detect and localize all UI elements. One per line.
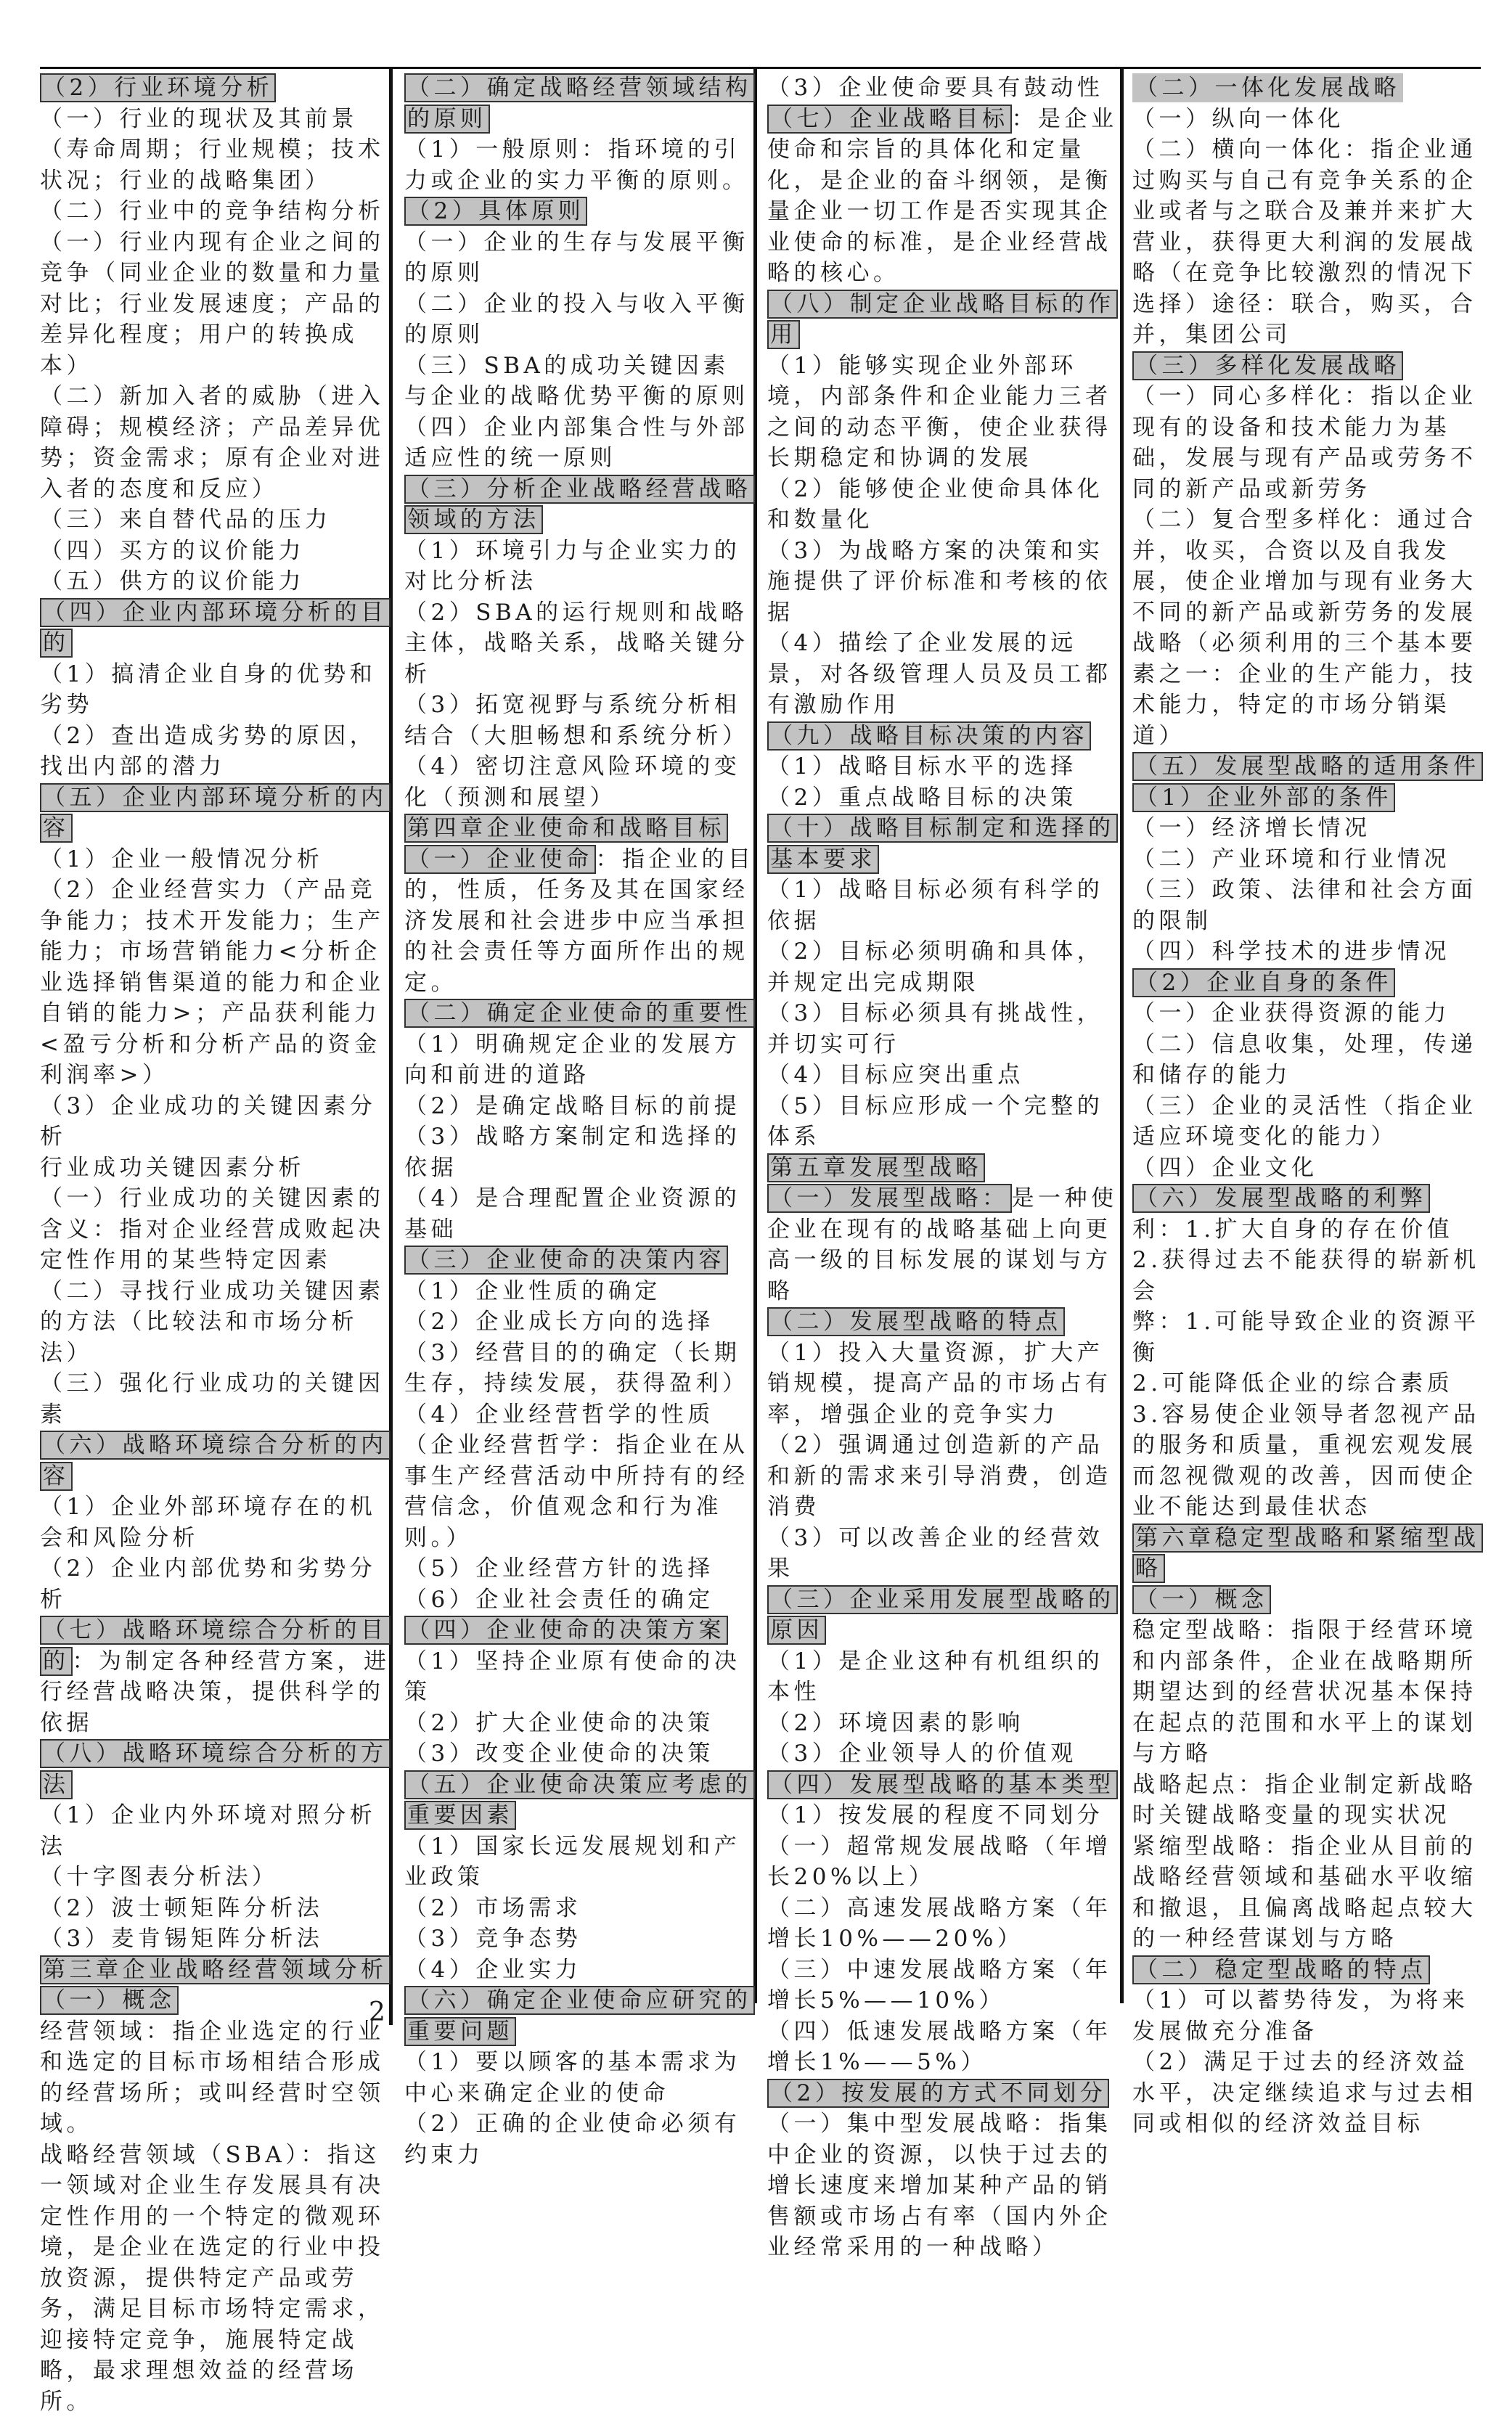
list-item (767, 474, 1119, 536)
body-text: （三）企业的灵活性（指企业适应环境变化的能力） (1132, 1093, 1477, 1150)
body-text: 利：1.扩大自身的存在价值 2.获得过去不能获得的崭新机会 (1132, 1216, 1480, 1304)
section-heading-item (404, 813, 756, 844)
list-item (40, 1893, 391, 1924)
body-text: （1）是企业这种有机组织的本性 (767, 1648, 1103, 1706)
section-heading-item (40, 1430, 391, 1492)
body-text: 紧缩型战略：指企业从目前的战略经营领域和基础水平收缩和撤退，且偏离战略起点较大的一种经营谋划与方略 (1132, 1833, 1477, 1952)
list-item (767, 1430, 1119, 1523)
list-item (404, 1091, 756, 1122)
body-text: （2）SBA的运行规则和战略主体，战略关系，战略关键分析 (404, 600, 749, 687)
list-item (40, 536, 391, 567)
body-text: （1）环境引力与企业实力的对比分析法 (404, 538, 740, 595)
list-item (767, 1338, 1119, 1431)
section-heading-item (767, 1306, 1119, 1338)
highlighted-heading: （一）企业使命 (404, 845, 596, 874)
body-text: （一）超常规发展战略（年增长20%以上） (767, 1833, 1112, 1891)
list-item (767, 936, 1119, 998)
list-item (404, 597, 756, 690)
body-text: （2）强调通过创造新的产品和新的需求来引导消费，创造消费 (767, 1432, 1112, 1520)
list-item (404, 1738, 756, 1770)
body-text: （一）行业成功的关键因素的含义：指对企业经营成败起决定性作用的某些特定因素 (40, 1185, 385, 1273)
list-item (404, 351, 756, 412)
body-text: （四）科学技术的进步情况 (1132, 938, 1450, 965)
list-item (404, 1029, 756, 1091)
body-text: （1）明确规定企业的发展方向和前进的道路 (404, 1031, 740, 1089)
list-item (767, 1708, 1119, 1739)
list-item (404, 751, 756, 813)
body-text: （4）描绘了企业发展的远景，对各级管理人员及员工都有激励作用 (767, 630, 1112, 718)
body-text: （2）能够使企业使命具体化和数量化 (767, 476, 1103, 533)
list-item (40, 1276, 391, 1369)
highlighted-heading: （一）发展型战略： (767, 1184, 1012, 1213)
body-text: （1）战略目标水平的选择 (767, 753, 1077, 780)
list-item (1132, 998, 1484, 1029)
section-heading-item (40, 597, 391, 659)
list-item (767, 782, 1119, 814)
list-item (40, 844, 391, 875)
body-text: （2）企业成长方向的选择 (404, 1309, 714, 1335)
body-text: 3.容易使企业领导者忽视产品的服务和质量，重视宏观发展而忽视微观的改善，因而使企业不能达到最佳状态 (1132, 1402, 1480, 1521)
list-item (40, 566, 391, 597)
body-text: （二）高速发展战略方案（年增长10%——20%） (767, 1895, 1112, 1952)
body-text: 战略经营领域（SBA）：指这一领域对企业生存发展具有决定性作用的一个特定的微观环境，是企业在选定的行业中投放资源，提供特定产品或劳务，满足目标市场特定需求，迎接特定竞争，施展特定战略，最求理想效益的经营场所。 (40, 2142, 385, 2415)
list-item (767, 751, 1119, 782)
list-item (404, 690, 756, 751)
list-item (404, 2047, 756, 2109)
list-item (40, 1153, 391, 1184)
body-text: （3）拓宽视野与系统分析相结合（大胆畅想和系统分析） (404, 692, 749, 749)
list-item (40, 659, 391, 721)
list-item (404, 227, 756, 289)
list-item (40, 196, 391, 227)
list-item (1132, 936, 1484, 968)
body-text: （3）竞争态势 (404, 1926, 581, 1952)
list-item (40, 875, 391, 1091)
list-item (404, 1338, 756, 1399)
body-text: （2）扩大企业使命的决策 (404, 1710, 714, 1736)
column-divider (1120, 69, 1124, 2003)
list-item (767, 1091, 1119, 1153)
highlighted-heading: 第五章发展型战略 (767, 1153, 985, 1182)
section-heading-item (1132, 782, 1484, 814)
list-item (767, 628, 1119, 721)
list-item (404, 134, 756, 196)
body-text: （四）低速发展战略方案（年增长1%——5%） (767, 2019, 1112, 2076)
highlighted-heading: （八）制定企业战略目标的作用 (767, 290, 1118, 350)
highlighted-heading: （2）行业环境分析 (40, 73, 276, 102)
list-item (404, 1831, 756, 1893)
body-text: （2）重点战略目标的决策 (767, 785, 1077, 811)
highlighted-heading: （四）企业内部环境分析的目的 (40, 598, 391, 658)
list-item (40, 2140, 391, 2417)
list-item (404, 412, 756, 474)
body-text: （二）复合型多样化：通过合并，收买，合资以及自我发展，使企业增加与现有业务大不同的新产品或新劳务的发展战略（必须利用的三个基本要素之一：企业的生产能力，技术能力，特定的市场分销渠道） (1132, 507, 1477, 749)
section-heading-item (1132, 1183, 1484, 1214)
list-item (40, 504, 391, 536)
body-text: （3）目标必须具有挑战性，并切实可行 (767, 1000, 1103, 1058)
highlighted-heading: （五）企业内部环境分析的内容 (40, 783, 391, 843)
body-text: （二）信息收集，处理，传递和储存的能力 (1132, 1031, 1477, 1089)
section-heading-item (767, 813, 1119, 875)
highlighted-heading: （2）按发展的方式不同划分 (767, 2079, 1109, 2108)
body-text: ：指企业的目的，性质，任务及其在国家经济发展和社会进步中应当承担的社会责任等方面所作出的规定。 (404, 846, 755, 996)
body-text: （3）战略方案制定和选择的依据 (404, 1124, 740, 1181)
body-text: （1）可以蓄势待发，为将来发展做充分准备 (1132, 1987, 1468, 2045)
section-heading-item (404, 998, 756, 1029)
body-text: （一）集中型发展战略：指集中企业的资源，以快于过去的增长速度来增加某种产品的销售额或市场占有率（国内外企业经常采用的一种战略） (767, 2111, 1112, 2260)
list-item (40, 1492, 391, 1553)
body-text: （三）SBA的成功关键因素与企业的战略优势平衡的原则 (404, 353, 749, 410)
list-item (1132, 844, 1484, 875)
body-text: ：为制定各种经营方案，进行经营战略决策，提供科学的依据 (40, 1648, 391, 1736)
highlighted-heading: （三）多样化发展战略 (1132, 351, 1403, 380)
list-item (404, 1955, 756, 1986)
body-text: ：是企业使命和宗旨的具体化和定量化，是企业的奋斗纲领，是衡量企业一切工作是否实现其企业使命的标准，是企业经营战略的核心。 (767, 106, 1118, 287)
body-text: （3）可以改善企业的经营效果 (767, 1525, 1103, 1582)
list-item (40, 2016, 391, 2140)
list-item (404, 2109, 756, 2170)
list-item (767, 998, 1119, 1060)
section-heading-item (767, 1183, 1119, 1306)
list-item (40, 1923, 391, 1955)
section-heading-item (1132, 751, 1484, 782)
section-heading-item (767, 104, 1119, 289)
page-number: 2 (369, 1997, 385, 2027)
list-item (767, 73, 1119, 104)
body-text: （2）正确的企业使命必须有约束力 (404, 2111, 740, 2168)
body-text: 是一种使企业在现有的战略基础上向更高一级的目标发展的谋划与方略 (767, 1185, 1118, 1304)
body-text: （一）行业内现有企业之间的竞争（同业企业的数量和力量对比；行业发展速度；产品的差异化程度；用户的转换成本） (40, 229, 385, 379)
highlighted-heading: （九）战略目标决策的内容 (767, 721, 1091, 751)
body-text: （3）麦肯锡矩阵分析法 (40, 1926, 323, 1952)
body-text: （1）投入大量资源，扩大产销规模，提高产品的市场占有率，增强企业的竞争实力 (767, 1340, 1112, 1428)
body-text: （4）目标应突出重点 (767, 1062, 1024, 1088)
body-text: （三）来自替代品的压力 (40, 507, 332, 533)
body-text: （三）政策、法律和社会方面的限制 (1132, 877, 1477, 934)
body-text: （3）为战略方案的决策和实施提供了评价标准和考核的依据 (767, 538, 1112, 626)
highlighted-heading: （六）发展型战略的利弊 (1132, 1184, 1430, 1213)
list-item (1132, 1985, 1484, 2047)
body-text: （四）买方的议价能力 (40, 538, 305, 564)
body-text: （1）一般原则：指环境的引力或企业的实力平衡的原则。 (404, 136, 749, 194)
body-text: （十字图表分析法） (40, 1864, 279, 1890)
body-text: （二）企业的投入与收入平衡的原则 (404, 291, 749, 348)
body-text: 经营领域：指企业选定的行业和选定的目标市场相结合形成的经营场所；或叫经营时空领域。 (40, 2019, 385, 2138)
section-heading-item (40, 1985, 391, 2016)
section-heading-item (404, 474, 756, 536)
section-heading-item (767, 1153, 1119, 1184)
list-item (404, 1923, 756, 1955)
highlighted-heading: （七）企业战略目标 (767, 105, 1012, 134)
body-text: （2）市场需求 (404, 1895, 581, 1921)
highlighted-heading: （十）战略目标制定和选择的基本要求 (767, 814, 1118, 874)
body-text: （2）环境因素的影响 (767, 1710, 1024, 1736)
list-item (1132, 134, 1484, 351)
list-item (1132, 504, 1484, 751)
list-item (404, 1584, 756, 1616)
section-heading-item (1132, 1955, 1484, 1986)
list-item (404, 1893, 756, 1924)
list-item (404, 1708, 756, 1739)
body-text: （2）查出造成劣势的原因，找出内部的潜力 (40, 723, 376, 780)
text-column-3 (767, 73, 1119, 2263)
list-item (404, 1399, 756, 1554)
body-text: （2）满足于过去的经济效益水平，决定继续追求与过去相同或相似的经济效益目标 (1132, 2049, 1477, 2137)
body-text: （一）企业的生存与发展平衡的原则 (404, 229, 749, 287)
list-item (767, 351, 1119, 474)
list-item (404, 536, 756, 597)
list-item (404, 289, 756, 351)
section-heading-item (1132, 351, 1484, 382)
body-text: （2）企业内部优势和劣势分析 (40, 1555, 376, 1613)
highlighted-heading: （一）概念 (40, 1986, 179, 2015)
section-heading-item (767, 1584, 1119, 1646)
list-item (40, 104, 391, 197)
section-heading-item (40, 782, 391, 844)
body-text: （1）按发展的程度不同划分 (767, 1802, 1103, 1828)
list-item (767, 1893, 1119, 1955)
body-text: （1）企业一般情况分析 (40, 846, 323, 872)
list-item (40, 721, 391, 782)
list-item (1132, 1153, 1484, 1184)
text-column-2 (404, 73, 756, 2170)
list-item (1132, 1770, 1484, 1831)
section-heading-item (404, 196, 756, 227)
highlighted-heading: （三）分析企业战略经营战略领域的方法 (404, 475, 755, 535)
body-text: （3）企业使命要具有鼓动性 (767, 75, 1103, 101)
list-item (1132, 813, 1484, 844)
list-item (40, 1862, 391, 1893)
body-text: （4）企业经营哲学的性质（企业经营哲学：指企业在从事生产经营活动中所持有的经营信念，价值观念和行为准则。） (404, 1402, 749, 1551)
list-item (404, 1646, 756, 1708)
list-item (767, 1646, 1119, 1708)
body-text: （二）新加入者的威胁（进入障碍；规模经济；产品差异优势；资金需求；原有企业对进入者的态度和反应） (40, 383, 385, 502)
body-text: （三）强化行业成功的关键因素 (40, 1370, 385, 1428)
body-text: （二）寻找行业成功关键因素的方法（比较法和市场分析法） (40, 1278, 385, 1366)
body-text: 行业成功关键因素分析 (40, 1155, 305, 1181)
body-text: （5）目标应形成一个完整的体系 (767, 1093, 1103, 1150)
body-text: （四）企业内部集合性与外部适应性的统一原则 (404, 414, 749, 472)
list-item (1132, 1615, 1484, 1770)
body-text: （3）企业领导人的价值观 (767, 1741, 1077, 1767)
section-heading-item (1132, 1584, 1484, 1616)
section-heading-item (767, 1770, 1119, 1801)
body-text: （1）企业性质的确定 (404, 1278, 661, 1304)
highlighted-heading: 第六章稳定型战略和紧缩型战略 (1132, 1524, 1483, 1584)
highlighted-heading: （二）稳定型战略的特点 (1132, 1955, 1430, 1984)
section-heading-item (404, 1985, 756, 2047)
highlighted-heading: （六）确定企业使命应研究的重要问题 (404, 1986, 755, 2046)
highlighted-heading: （五）企业使命决策应考虑的重要因素 (404, 1770, 755, 1831)
list-item (40, 227, 391, 382)
list-item (404, 1121, 756, 1183)
list-item (767, 875, 1119, 936)
list-item (1132, 381, 1484, 504)
list-item (404, 1553, 756, 1584)
highlighted-heading: （2）企业自身的条件 (1132, 968, 1395, 997)
body-text: （一）企业获得资源的能力 (1132, 1000, 1450, 1026)
section-heading-item (767, 289, 1119, 351)
text-column-4 (1132, 73, 1484, 2140)
section-heading-item (1132, 73, 1484, 104)
list-item (1132, 1214, 1484, 1307)
section-heading-item (404, 844, 756, 999)
list-item (767, 1738, 1119, 1770)
highlighted-heading: （三）企业使命的决策内容 (404, 1246, 728, 1275)
section-heading-item (404, 1770, 756, 1831)
body-text: （2）波士顿矩阵分析法 (40, 1895, 323, 1921)
list-item (1132, 1399, 1484, 1523)
section-heading-item (40, 73, 391, 104)
section-heading-item (40, 1738, 391, 1800)
section-heading-item (1132, 968, 1484, 999)
list-item (767, 1060, 1119, 1091)
highlighted-heading: （二）确定企业使命的重要性 (404, 999, 755, 1028)
highlighted-heading: 第四章企业使命和战略目标 (404, 814, 728, 843)
list-item (40, 1553, 391, 1615)
body-text: （6）企业社会责任的确定 (404, 1587, 714, 1613)
highlighted-heading: （七）战略环境综合分析的目的 (40, 1616, 391, 1676)
section-heading-item (767, 721, 1119, 752)
list-item (1132, 1306, 1484, 1368)
list-item (40, 1800, 391, 1862)
body-text: （3）改变企业使命的决策 (404, 1741, 714, 1767)
top-rule (40, 67, 1481, 69)
body-text: 弊：1.可能导致企业的资源平衡 (1132, 1309, 1480, 1366)
list-item (40, 1368, 391, 1430)
body-text: （一）同心多样化：指以企业现有的设备和技术能力为基础，发展与现有产品或劳务不同的新产品或新劳务 (1132, 383, 1477, 502)
section-heading-item (40, 1955, 391, 1986)
list-item (404, 1183, 756, 1245)
body-text: （5）企业经营方针的选择 (404, 1555, 714, 1582)
body-text: （四）企业文化 (1132, 1155, 1318, 1181)
body-text: （1）要以顾客的基本需求为中心来确定企业的使命 (404, 2049, 740, 2106)
body-text: （二）产业环境和行业情况 (1132, 846, 1450, 872)
section-heading-item (767, 2078, 1119, 2109)
list-item (767, 2016, 1119, 2078)
list-item (767, 1955, 1119, 2016)
body-text: （4）企业实力 (404, 1957, 581, 1983)
body-text: （4）是合理配置企业资源的基础 (404, 1185, 740, 1243)
list-item (767, 1831, 1119, 1893)
highlighted-heading: （四）企业使命的决策方案 (404, 1616, 728, 1645)
body-text: （1）企业外部环境存在的机会和风险分析 (40, 1494, 376, 1551)
body-text: （一）纵向一体化 (1132, 106, 1344, 132)
body-text: （1）能够实现企业外部环境，内部条件和企业能力三者之间的动态平衡，使企业获得长期稳定和协调的发展 (767, 353, 1112, 472)
list-item (1132, 104, 1484, 135)
list-item (1132, 1831, 1484, 1955)
section-heading-item (404, 73, 756, 134)
body-text: （1）国家长远发展规划和产业政策 (404, 1833, 740, 1891)
body-text: （3）企业成功的关键因素分析 (40, 1093, 376, 1150)
body-text: （二）横向一体化：指企业通过购买与自己有竞争关系的企业或者与之联合及兼并来扩大营业，获得更大利润的发展战略（在竞争比较激烈的情况下选择）途径：联合，购买，合并，集团公司 (1132, 136, 1477, 348)
text-column-1 (40, 73, 391, 2417)
list-item (767, 536, 1119, 629)
body-text: （2）是确定战略目标的前提 (404, 1093, 740, 1119)
list-item (1132, 875, 1484, 936)
body-text: （1）企业内外环境对照分析法 (40, 1802, 376, 1860)
body-text: （1）战略目标必须有科学的依据 (767, 877, 1103, 934)
highlighted-heading: （八）战略环境综合分析的方法 (40, 1739, 391, 1799)
list-item (1132, 2047, 1484, 2140)
list-item (767, 1800, 1119, 1831)
body-text: （1）坚持企业原有使命的决策 (404, 1648, 740, 1706)
highlighted-heading: （六）战略环境综合分析的内容 (40, 1431, 391, 1491)
body-text: （一）经济增长情况 (1132, 815, 1371, 841)
section-heading-item (40, 1615, 391, 1738)
body-text: （1）搞清企业自身的优势和劣势 (40, 661, 376, 719)
list-item (40, 1091, 391, 1153)
highlighted-heading: （一）概念 (1132, 1585, 1271, 1614)
section-heading-item (1132, 1523, 1484, 1584)
list-item (1132, 1029, 1484, 1091)
section-heading-item (404, 1245, 756, 1276)
list-item (767, 2109, 1119, 2263)
highlighted-heading: （四）发展型战略的基本类型 (767, 1770, 1118, 1799)
body-text: （3）经营目的的确定（长期生存，持续发展，获得盈利） (404, 1340, 749, 1397)
list-item (1132, 1091, 1484, 1153)
list-item (767, 1523, 1119, 1584)
body-text: （2）目标必须明确和具体，并规定出完成期限 (767, 938, 1103, 996)
highlighted-heading: （二）确定战略经营领域结构的原则 (404, 73, 755, 134)
body-text: 稳定型战略：指限于经营环境和内部条件，企业在战略期所期望达到的经营状况基本保持在起点的范围和水平上的谋划与方略 (1132, 1617, 1477, 1767)
highlighted-heading: （二）一体化发展战略 (1132, 73, 1403, 102)
body-text: （2）企业经营实力（产品竞争能力；技术开发能力；生产能力；市场营销能力<分析企业选择销售渠道的能力和企业自销的能力>；产品获利能力<盈亏分析和分析产品的资金利润率>） (40, 877, 385, 1088)
body-text: 2.可能降低企业的综合素质 (1132, 1370, 1453, 1396)
list-item (40, 381, 391, 504)
body-text: （二）行业中的竞争结构分析 (40, 198, 385, 224)
highlighted-heading: 第三章企业战略经营领域分析 (40, 1955, 391, 1984)
list-item (1132, 1368, 1484, 1399)
highlighted-heading: （2）具体原则 (404, 197, 587, 226)
list-item (404, 1306, 756, 1338)
highlighted-heading: （三）企业采用发展型战略的原因 (767, 1585, 1118, 1645)
body-text: 战略起点：指企业制定新战略时关键战略变量的现实状况 (1132, 1772, 1477, 1829)
body-text: （三）中速发展战略方案（年增长5%——10%） (767, 1957, 1112, 2014)
body-text: （4）密切注意风险环境的变化（预测和展望） (404, 753, 740, 811)
highlighted-heading: （1）企业外部的条件 (1132, 783, 1395, 812)
section-heading-item (404, 1615, 756, 1646)
list-item (404, 1276, 756, 1307)
highlighted-heading: （五）发展型战略的适用条件 (1132, 752, 1483, 781)
body-text: （五）供方的议价能力 (40, 568, 305, 594)
list-item (40, 1183, 391, 1276)
body-text: （一）行业的现状及其前景（寿命周期；行业规模；技术状况；行业的战略集团） (40, 106, 385, 194)
highlighted-heading: （二）发展型战略的特点 (767, 1307, 1065, 1336)
